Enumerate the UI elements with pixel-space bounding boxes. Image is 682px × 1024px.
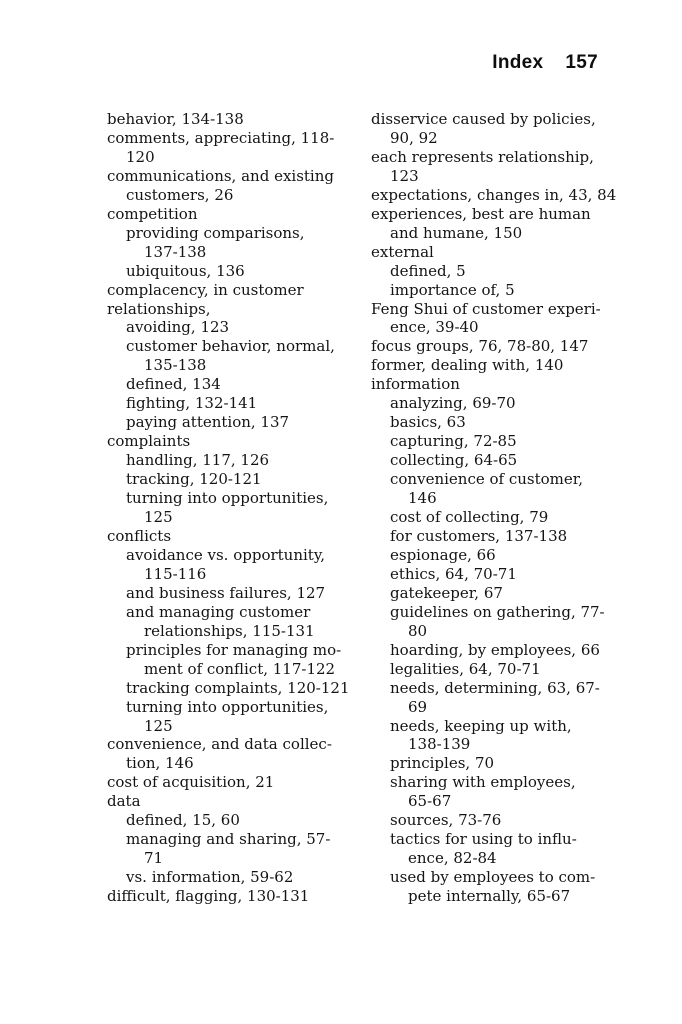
- index-line: and managing customer: [126, 602, 311, 621]
- index-line: relationships,: [107, 299, 211, 318]
- index-line: capturing, 72-85: [390, 432, 517, 451]
- index-line: 69: [408, 697, 428, 716]
- index-line: gatekeeper, 67: [390, 583, 503, 602]
- index-column-left: [107, 110, 362, 906]
- index-line: importance of, 5: [390, 280, 515, 299]
- index-line: experiences, best are human: [371, 204, 591, 223]
- index-line: ment of conflict, 117-122: [144, 659, 336, 678]
- index-line: turning into opportunities,: [126, 489, 329, 508]
- index-line: tactics for using to influ-: [390, 830, 577, 849]
- index-line: basics, 63: [390, 413, 466, 432]
- index-line: tion, 146: [126, 754, 194, 773]
- index-line: expectations, changes in, 43, 84: [371, 185, 617, 204]
- running-head-page-number: 157: [565, 52, 598, 73]
- index-line: 125: [144, 508, 173, 527]
- index-line: handling, 117, 126: [126, 451, 270, 470]
- index-line: communications, and existing: [107, 166, 334, 185]
- index-line: each represents relationship,: [371, 147, 594, 166]
- index-line: needs, keeping up with,: [390, 716, 572, 735]
- index-line: difficult, flagging, 130-131: [107, 887, 310, 906]
- index-line: comments, appreciating, 118-: [107, 128, 335, 147]
- running-head-title: Index: [492, 52, 544, 73]
- index-column-right: [371, 110, 626, 906]
- index-line: vs. information, 59-62: [126, 868, 294, 887]
- index-line: espionage, 66: [390, 545, 496, 564]
- index-line: Feng Shui of customer experi-: [371, 299, 601, 318]
- index-line: guidelines on gathering, 77-: [390, 602, 605, 621]
- index-line: 80: [408, 621, 428, 640]
- index-line: collecting, 64-65: [390, 451, 518, 470]
- index-line: 123: [390, 166, 419, 185]
- index-line: analyzing, 69-70: [390, 394, 516, 413]
- index-line: 120: [126, 147, 155, 166]
- index-line: 90, 92: [390, 128, 438, 147]
- index-line: ence, 39-40: [390, 318, 479, 337]
- index-line: 146: [408, 489, 437, 508]
- index-line: defined, 5: [390, 261, 466, 280]
- index-line: data: [107, 792, 141, 811]
- index-line: cost of acquisition, 21: [107, 773, 275, 792]
- index-line: used by employees to com-: [390, 868, 596, 887]
- index-line: ethics, 64, 70-71: [390, 564, 517, 583]
- index-line: paying attention, 137: [126, 413, 290, 432]
- index-line: external: [371, 242, 434, 261]
- index-line: and business failures, 127: [126, 583, 326, 602]
- index-line: principles, 70: [390, 754, 495, 773]
- index-line: sharing with employees,: [390, 773, 576, 792]
- index-line: fighting, 132-141: [126, 394, 258, 413]
- index-line: avoidance vs. opportunity,: [126, 545, 326, 564]
- index-line: legalities, 64, 70-71: [390, 659, 541, 678]
- index-line: for customers, 137-138: [390, 526, 568, 545]
- index-line: hoarding, by employees, 66: [390, 640, 600, 659]
- index-line: defined, 134: [126, 375, 221, 394]
- index-line: ubiquitous, 136: [126, 261, 245, 280]
- index-line: complaints: [107, 432, 191, 451]
- index-line: 71: [144, 849, 164, 868]
- index-line: 65-67: [408, 792, 452, 811]
- index-line: principles for managing mo-: [126, 640, 342, 659]
- index-line: convenience, and data collec-: [107, 735, 332, 754]
- index-line: turning into opportunities,: [126, 697, 329, 716]
- index-line: ence, 82-84: [408, 849, 497, 868]
- index-line: 125: [144, 716, 173, 735]
- index-line: customers, 26: [126, 185, 234, 204]
- index-line: providing comparisons,: [126, 223, 305, 242]
- index-line: tracking complaints, 120-121: [126, 678, 350, 697]
- index-line: competition: [107, 204, 198, 223]
- index-line: needs, determining, 63, 67-: [390, 678, 600, 697]
- index-line: complacency, in customer: [107, 280, 304, 299]
- index-line: convenience of customer,: [390, 470, 584, 489]
- index-line: managing and sharing, 57-: [126, 830, 331, 849]
- index-line: cost of collecting, 79: [390, 508, 549, 527]
- running-head: [492, 52, 598, 74]
- index-line: behavior, 134-138: [107, 110, 244, 128]
- index-line: sources, 73-76: [390, 811, 502, 830]
- index-line: defined, 15, 60: [126, 811, 240, 830]
- index-line: former, dealing with, 140: [371, 356, 564, 375]
- index-line: relationships, 115-131: [144, 621, 315, 640]
- index-line: and humane, 150: [390, 223, 523, 242]
- index-line: tracking, 120-121: [126, 470, 262, 489]
- index-line: information: [371, 375, 460, 394]
- index-line: 138-139: [408, 735, 471, 754]
- index-line: 135-138: [144, 356, 207, 375]
- index-line: avoiding, 123: [126, 318, 230, 337]
- index-line: conflicts: [107, 526, 172, 545]
- index-line: disservice caused by policies,: [371, 110, 596, 128]
- index-line: customer behavior, normal,: [126, 337, 335, 356]
- index-line: 115-116: [144, 564, 207, 583]
- index-line: 137-138: [144, 242, 207, 261]
- index-line: pete internally, 65-67: [408, 887, 571, 906]
- index-line: focus groups, 76, 78-80, 147: [371, 337, 589, 356]
